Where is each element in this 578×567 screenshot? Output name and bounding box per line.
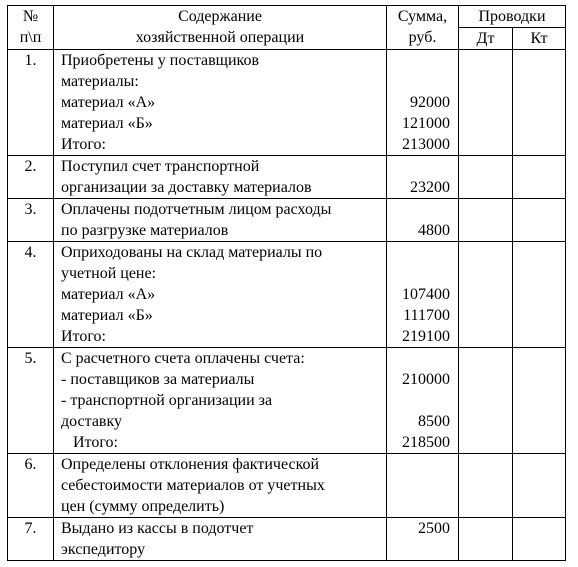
description-line: организации за доставку материалов <box>61 179 312 196</box>
sum-line: 121000 <box>402 115 450 132</box>
description-line: материал «Б» <box>61 115 153 132</box>
description-line: Итого: <box>73 434 118 451</box>
description-line: цен (сумму определить) <box>61 498 225 515</box>
operations-table-wrapper <box>7 5 566 561</box>
description-line: Итого: <box>61 136 106 153</box>
sum-line <box>387 50 450 71</box>
table-row <box>8 242 566 348</box>
row-number: 1. <box>8 50 54 156</box>
description-line: Выдано из кассы в подотчет <box>61 520 254 537</box>
sum-line: 2500 <box>418 520 450 537</box>
operation-sum <box>387 454 459 518</box>
operation-description <box>54 156 387 199</box>
credit-cell[interactable] <box>513 50 566 156</box>
credit-cell[interactable] <box>513 518 566 561</box>
sum-line: 111700 <box>403 307 450 324</box>
description-line: материалы: <box>61 73 139 90</box>
sum-line <box>387 263 450 284</box>
row-number: 3. <box>8 199 54 242</box>
header-credit: Кт <box>513 28 566 50</box>
header-num-line1: № <box>22 8 39 25</box>
description-line: материал «Б» <box>61 307 153 324</box>
sum-line: 92000 <box>410 94 450 111</box>
description-line: Оплачены подотчетным лицом расходы <box>61 201 332 218</box>
credit-cell[interactable] <box>513 156 566 199</box>
table-row <box>8 454 566 518</box>
operation-description <box>54 348 387 454</box>
operations-body <box>8 50 566 561</box>
table-row <box>8 348 566 454</box>
sum-line <box>387 496 450 517</box>
header-num <box>8 6 54 50</box>
operation-sum <box>387 199 459 242</box>
header-sum-line2: руб. <box>408 29 437 46</box>
debit-cell[interactable] <box>459 454 513 518</box>
description-line: материал «А» <box>61 286 156 303</box>
table-row <box>8 156 566 199</box>
credit-cell[interactable] <box>513 348 566 454</box>
description-line: себестоимости материалов от учетных <box>61 477 325 494</box>
header-num-line2: п\п <box>19 29 42 46</box>
sum-line: 218500 <box>402 434 450 451</box>
sum-line: 4800 <box>418 222 450 239</box>
sum-line <box>387 539 450 560</box>
row-number: 2. <box>8 156 54 199</box>
sum-line: 210000 <box>402 371 450 388</box>
operation-description <box>54 199 387 242</box>
description-line: Приобретены у поставщиков <box>61 52 260 69</box>
row-number: 6. <box>8 454 54 518</box>
description-line: доставку <box>61 413 123 430</box>
header-row-1 <box>8 6 566 28</box>
row-number: 5. <box>8 348 54 454</box>
table-row <box>8 50 566 156</box>
operation-sum <box>387 348 459 454</box>
sum-line <box>387 199 450 220</box>
description-line: материал «А» <box>61 94 156 111</box>
table-row <box>8 518 566 561</box>
sum-line: 107400 <box>402 286 450 303</box>
description-line: экспедитору <box>61 541 146 558</box>
debit-cell[interactable] <box>459 50 513 156</box>
sum-line <box>387 390 450 411</box>
table-row <box>8 199 566 242</box>
operation-sum <box>387 242 459 348</box>
operation-sum <box>387 50 459 156</box>
description-line: - транспортной организации за <box>61 392 273 409</box>
sum-line <box>387 71 450 92</box>
header-debit: Дт <box>459 28 513 50</box>
sum-line <box>387 348 450 369</box>
description-line: - поставщиков за материалы <box>61 371 255 388</box>
header-postings: Проводки <box>459 6 566 28</box>
description-line: С расчетного счета оплачены счета: <box>61 350 305 367</box>
operation-sum <box>387 156 459 199</box>
operation-description <box>54 50 387 156</box>
credit-cell[interactable] <box>513 199 566 242</box>
description-line: по разгрузке материалов <box>61 222 229 239</box>
operation-description <box>54 518 387 561</box>
debit-cell[interactable] <box>459 199 513 242</box>
sum-line: 219100 <box>402 328 450 345</box>
debit-cell[interactable] <box>459 348 513 454</box>
sum-line <box>387 156 450 177</box>
sum-line: 213000 <box>402 136 450 153</box>
sum-line <box>387 475 450 496</box>
description-line: Поступил счет транспортной <box>61 158 260 175</box>
description-line: Определены отклонения фактической <box>61 456 320 473</box>
credit-cell[interactable] <box>513 242 566 348</box>
header-sum-line1: Сумма, <box>397 8 448 25</box>
description-line: учетной цене: <box>61 265 157 282</box>
operation-description <box>54 242 387 348</box>
debit-cell[interactable] <box>459 518 513 561</box>
description-line: Итого: <box>61 328 106 345</box>
operations-table <box>7 5 566 561</box>
debit-cell[interactable] <box>459 156 513 199</box>
header-content <box>54 6 387 50</box>
row-number: 7. <box>8 518 54 561</box>
row-number: 4. <box>8 242 54 348</box>
credit-cell[interactable] <box>513 454 566 518</box>
description-line: Оприходованы на склад материалы по <box>61 244 323 261</box>
header-sum <box>387 6 459 50</box>
sum-line <box>387 242 450 263</box>
operation-sum <box>387 518 459 561</box>
sum-line: 23200 <box>410 179 450 196</box>
operation-description <box>54 454 387 518</box>
sum-line: 8500 <box>418 413 450 430</box>
debit-cell[interactable] <box>459 242 513 348</box>
header-content-line1: Содержание <box>178 8 262 25</box>
sum-line <box>387 454 450 475</box>
header-content-line2: хозяйственной операции <box>135 29 305 46</box>
